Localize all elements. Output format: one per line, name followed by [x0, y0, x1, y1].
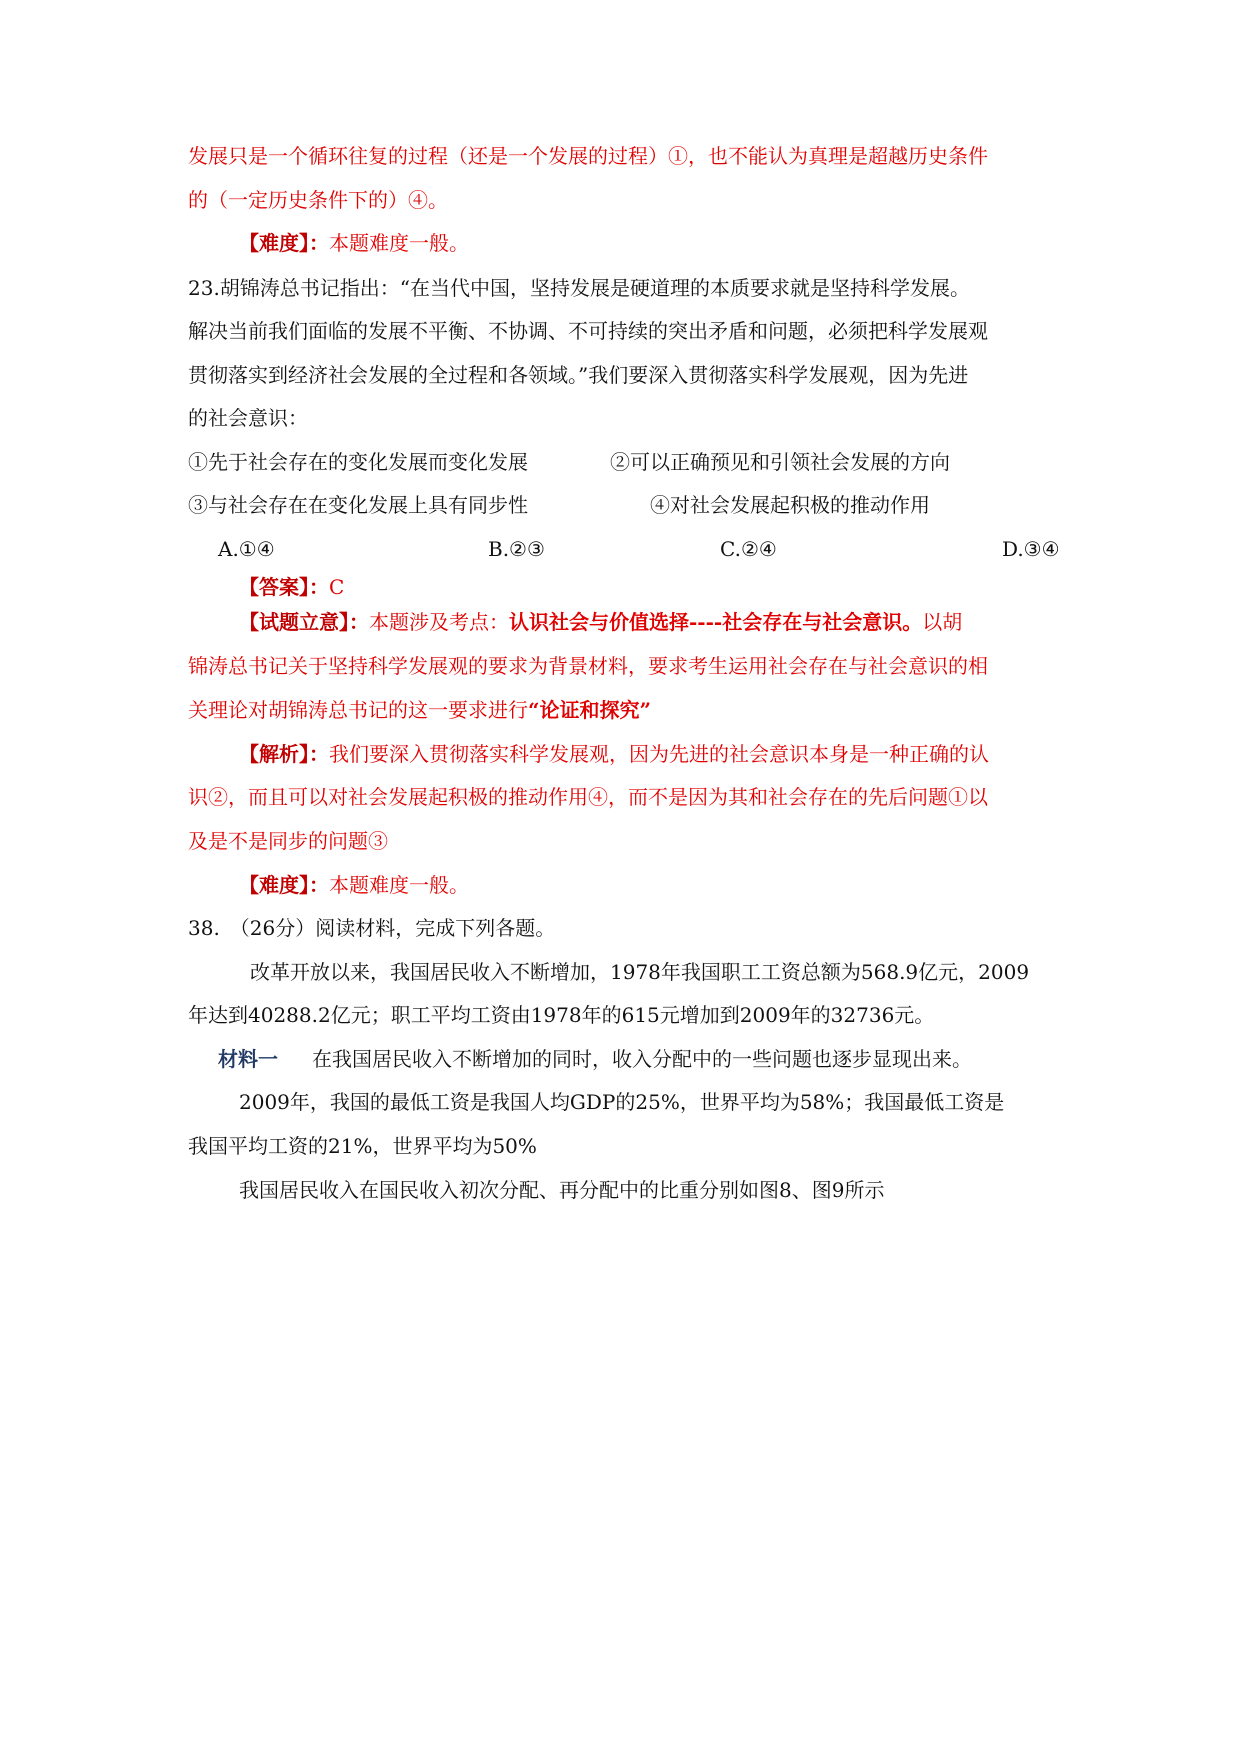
q23-item-4: ④对社会发展起积极的推动作用	[650, 493, 930, 517]
q38-para1-line-1: 改革开放以来，我国居民收入不断增加，1978年我国职工工资总额为568.9亿元，2009	[250, 960, 1030, 984]
q23-analysis-line-3: 及是不是同步的问题③	[188, 829, 388, 853]
q23-intent-line-2: 锦涛总书记关于坚持科学发展观的要求为背景材料，要求考生运用社会存在与社会意识的相	[188, 654, 988, 678]
q38-para1-line-2: 年达到40288.2亿元；职工平均工资由1978年的615元增加到2009年的32736元。	[188, 1003, 935, 1027]
q23-item-3: ③与社会存在在变化发展上具有同步性	[188, 493, 528, 517]
q23-stem-line-1: 23.胡锦涛总书记指出：“在当代中国，坚持发展是硬道理的本质要求就是坚持科学发展。	[188, 276, 971, 300]
material-label: 材料一	[218, 1047, 278, 1071]
q38-material-one	[218, 1045, 1098, 1073]
material-text: 在我国居民收入不断增加的同时，收入分配中的一些问题也逐步显现出来。	[312, 1047, 972, 1071]
q23-answer	[239, 573, 1119, 601]
answer-label: 【答案】：	[239, 575, 329, 599]
intent-text-2: 以胡	[922, 610, 963, 634]
q23-option-b: B.②③	[488, 537, 545, 561]
q23-stem-line-4: 的社会意识：	[188, 406, 308, 430]
q23-option-c: C.②④	[720, 537, 777, 561]
q23-item-2: ②可以正确预见和引领社会发展的方向	[610, 450, 950, 474]
q38-header: 38. （26分）阅读材料，完成下列各题。	[188, 916, 556, 940]
q23-intent-line-3	[188, 696, 1068, 724]
intent-label: 【试题立意】：	[239, 610, 369, 634]
prev-answer-line-1: 发展只是一个循环往复的过程（还是一个发展的过程）①，也不能认为真理是超越历史条件	[188, 144, 988, 168]
q23-analysis-line-2: 识②，而且可以对社会发展起积极的推动作用④，而不是因为其和社会存在的先后问题①以	[188, 785, 988, 809]
q23-stem-line-2: 解决当前我们面临的发展不平衡、不协调、不可持续的突出矛盾和问题，必须把科学发展观	[188, 319, 988, 343]
analysis-label: 【解析】：	[239, 742, 329, 766]
q23-option-d: D.③④	[1002, 537, 1060, 561]
difficulty-text: 本题难度一般。	[329, 231, 469, 255]
q23-stem-line-3: 贯彻落实到经济社会发展的全过程和各领域。”我们要深入贯彻落实科学发展观，因为先进	[188, 363, 969, 387]
prev-difficulty	[239, 229, 1119, 257]
prev-answer-line-2: 的（一定历史条件下的）④。	[188, 188, 448, 212]
intent-line-3-text: 关理论对胡锦涛总书记的这一要求进行	[188, 698, 528, 722]
difficulty-text: 本题难度一般。	[329, 873, 469, 897]
intent-text-1: 本题涉及考点：	[369, 610, 509, 634]
q23-option-a: A.①④	[218, 537, 275, 561]
q38-para2-line-2: 我国平均工资的21%，世界平均为50%	[188, 1134, 537, 1158]
intent-bold: 认识社会与价值选择----社会存在与社会意识。	[509, 610, 923, 634]
q23-analysis-line-1	[239, 740, 1119, 768]
answer-value: C	[329, 575, 345, 599]
difficulty-label: 【难度】：	[239, 231, 329, 255]
analysis-text: 我们要深入贯彻落实科学发展观，因为先进的社会意识本身是一种正确的认	[329, 742, 989, 766]
q23-difficulty	[239, 871, 1119, 899]
q38-para3: 我国居民收入在国民收入初次分配、再分配中的比重分别如图8、图9所示	[239, 1178, 885, 1202]
q23-intent-line-1	[239, 608, 1119, 636]
q38-para2-line-1: 2009年，我国的最低工资是我国人均GDP的25%，世界平均为58%；我国最低工资是	[239, 1090, 1005, 1114]
difficulty-label: 【难度】：	[239, 873, 329, 897]
intent-line-3-bold: “论证和探究”	[528, 698, 652, 722]
q23-item-1: ①先于社会存在的变化发展而变化发展	[188, 450, 528, 474]
